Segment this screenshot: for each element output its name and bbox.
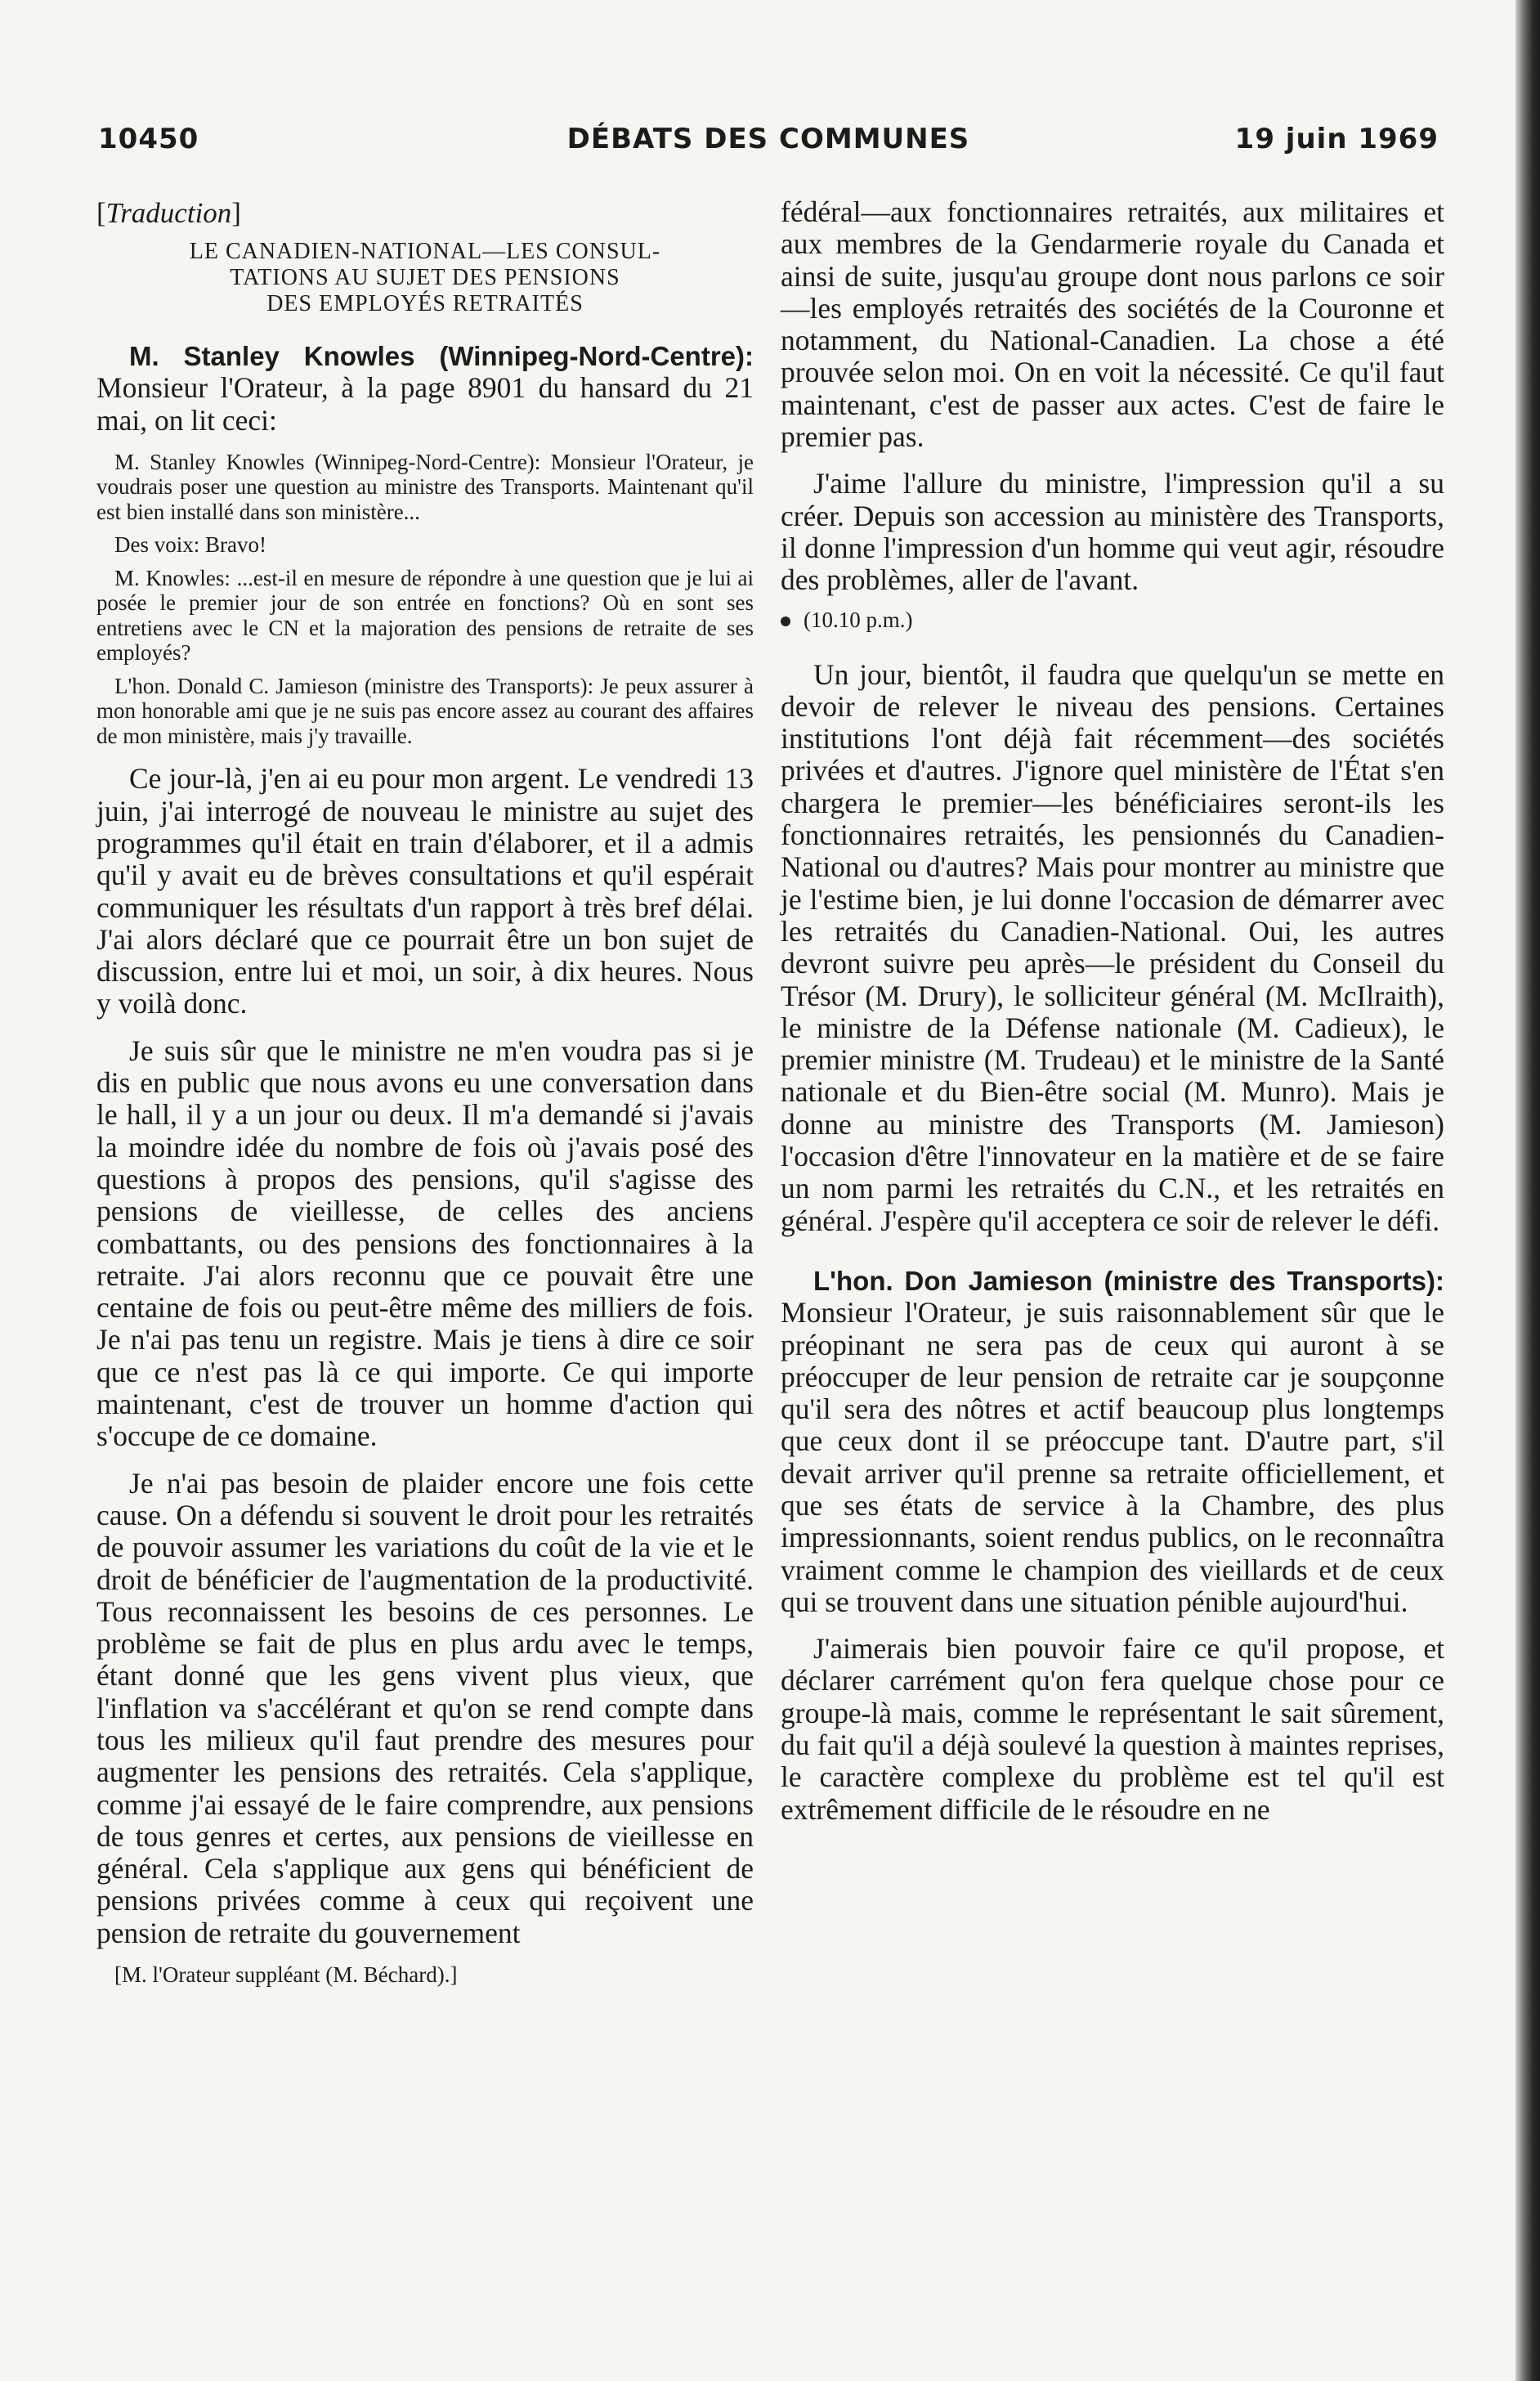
page-date: 19 juin 1969	[1234, 123, 1439, 155]
page-header	[98, 123, 1439, 172]
paragraph: M. Stanley Knowles (Winnipeg-Nord-Centre): Monsieur l'Orateur, à la page 8901 du hansard du 21 mai, on lit ceci:	[96, 341, 754, 437]
paragraph: Je suis sûr que le ministre ne m'en voudra pas si je dis en public que nous avons eu une conversation dans le hall, il y a un jour ou deux. Il m'a demandé si j'avais la moindre idée du nombre de fois où j'avais posé des questions à propos des pensions, qu'il s'agisse des pensions de vieillesse, de celles des anciens combattants, ou des pensions des fonctionnaires à la retraite. J'ai alors reconnu que ce pouvait être une centaine de fois ou peut-être même des milliers de fois. Je n'ai pas tenu un registre. Mais je tiens à dire ce soir que ce n'est pas là ce qui importe. Ce qui importe maintenant, c'est de trouver un homme d'action qui s'occupe de ce domaine.	[96, 1034, 754, 1453]
quoted-paragraph: Des voix: Bravo!	[114, 532, 266, 558]
quoted-paragraph: M. Stanley Knowles (Winnipeg-Nord-Centre): Monsieur l'Orateur, je voudrais poser une question au ministre des Transports. Maintenant qu'il est bien installé dans son ministère...	[96, 449, 754, 524]
right-column	[781, 196, 1444, 1826]
paragraph: J'aimerais bien pouvoir faire ce qu'il propose, et déclarer carrément qu'on fera quelque chose pour ce groupe-là mais, comme le représentant le sait sûrement, du fait qu'il a déjà soulevé la question à maintes reprises, le caractère complexe du problème est tel qu'il est extrêmement difficile de le résoudre en ne	[781, 1632, 1444, 1826]
heading-line: LE CANADIEN-NATIONAL—LES CONSUL-	[189, 239, 661, 264]
section-heading	[139, 239, 711, 317]
quoted-paragraph: L'hon. Donald C. Jamieson (ministre des Transports): Je peux assurer à mon honorable ami que je ne suis pas encore assez au courant des affaires de mon ministère, mais j'y travaille.	[96, 673, 754, 748]
left-column	[96, 196, 754, 1989]
paragraph: Je n'ai pas besoin de plaider encore une fois cette cause. On a défendu si souvent le droit pour les retraités de pouvoir assumer les variations du coût de la vie et le droit de bénéficier de l'augmentation de la productivité. Tous reconnaissent les besoins de ces personnes. Le problème se fait de plus en plus ardu avec le temps, étant donné que les gens vivent plus vieux, que l'inflation va s'accélérant et qu'on se rend compte dans tous les milieux qu'il faut prendre des mesures pour augmenter les pensions des retraités. Cela s'applique, comme j'ai essayé de le faire comprendre, aux pensions de tous genres et certes, aux pensions de vieillesse en général. Cela s'applique aux gens qui bénéficient de pensions privées comme à ceux qui reçoivent une pension de retraite du gouvernement	[96, 1466, 754, 1949]
bullet-icon	[781, 617, 790, 626]
paragraph: Un jour, bientôt, il faudra que quelqu'un se mette en devoir de relever le niveau des pensions. Certaines institutions l'ont déjà fait récemment—des sociétés privées et d'autres. J'ignore quel ministère de l'État s'en chargera le premier—les bénéficiaires seront-ils les fonctionnaires retraités, les pensionnés du Canadien-National ou d'autres? Mais pour montrer au ministre que je l'estime bien, je lui donne l'occasion de démarrer avec les retraités du Canadien-National. Oui, les autres devront suivre peu après—le président du Conseil du Trésor (M. Drury), le solliciteur général (M. McIlraith), le ministre de la Défense nationale (M. Cadieux), le premier ministre (M. Trudeau) et le ministre de la Santé nationale et du Bien-être social (M. Munro). Mais je donne au ministre des Transports (M. Jamieson) l'occasion d'être l'innovateur en la matière et de se faire un nom parmi les retraités du C.N., et les retraités en général. J'espère qu'il acceptera ce soir de relever le défi.	[781, 657, 1444, 1237]
translation-label: [Traduction]	[96, 197, 241, 229]
speaker-footnote: [M. l'Orateur suppléant (M. Béchard).]	[114, 1962, 458, 1988]
paragraph: L'hon. Don Jamieson (ministre des Transports): Monsieur l'Orateur, je suis raisonnablement sûr que le préopinant ne sera pas de ceux qui auront à se préoccuper de leur pension de retraite car je soupçonne qu'il sera des nôtres et actif beaucoup plus longtemps que ceux dont il se préoccupe tant. D'autre part, s'il devait arriver qu'il prenne sa retraite officiellement, et que ses états de service à la Chambre, des plus impressionnants, soient rendus publics, on le reconnaîtra vraiment comme le champion des vieillards et de ceux qui se trouvent dans une situation pénible aujourd'hui.	[781, 1265, 1444, 1618]
heading-line: TATIONS AU SUJET DES PENSIONS	[230, 265, 620, 290]
binding-edge	[1515, 0, 1540, 2381]
time-marker: (10.10 p.m.)	[781, 605, 1444, 634]
page-number: 10450	[98, 123, 199, 155]
quoted-paragraph: M. Knowles: ...est-il en mesure de répondre à une question que je lui ai posée le premier jour de son entrée en fonctions? Où en sont ses entretiens avec le CN et la majoration des pensions de retraite de ses employés?	[96, 565, 754, 666]
publication-title: DÉBATS DES COMMUNES	[566, 123, 970, 155]
heading-line: DES EMPLOYÉS RETRAITÉS	[266, 291, 584, 316]
paragraph: fédéral—aux fonctionnaires retraités, aux militaires et aux membres de la Gendarmerie royale du Canada et ainsi de suite, jusqu'au groupe dont nous parlons ce soir—les employés retraités des sociétés de la Couronne et notamment, du National-Canadien. La chose a été prouvée selon moi. On en voit la nécessité. Ce qu'il faut maintenant, c'est de passer aux actes. C'est de faire le premier pas.	[781, 195, 1444, 454]
speaker-name: M. Stanley Knowles (Winnipeg-Nord-Centre):	[129, 341, 754, 371]
speaker-name: L'hon. Don Jamieson (ministre des Transports):	[813, 1265, 1444, 1296]
paragraph: Ce jour-là, j'en ai eu pour mon argent. Le vendredi 13 juin, j'ai interrogé de nouveau le ministre au sujet des programmes qu'il était en train d'élaborer, et il a admis qu'il y avait eu de brèves consultations et qu'il espérait communiquer les résultats d'un rapport à très bref délai. J'ai alors déclaré que ce pourrait être un bon sujet de discussion, entre lui et moi, un soir, à dix heures. Nous y voilà donc.	[96, 762, 754, 1020]
paragraph: J'aime l'allure du ministre, l'impression qu'il a su créer. Depuis son accession au ministère des Transports, il donne l'impression d'un homme qui veut agir, résoudre des problèmes, aller de l'avant.	[781, 467, 1444, 597]
